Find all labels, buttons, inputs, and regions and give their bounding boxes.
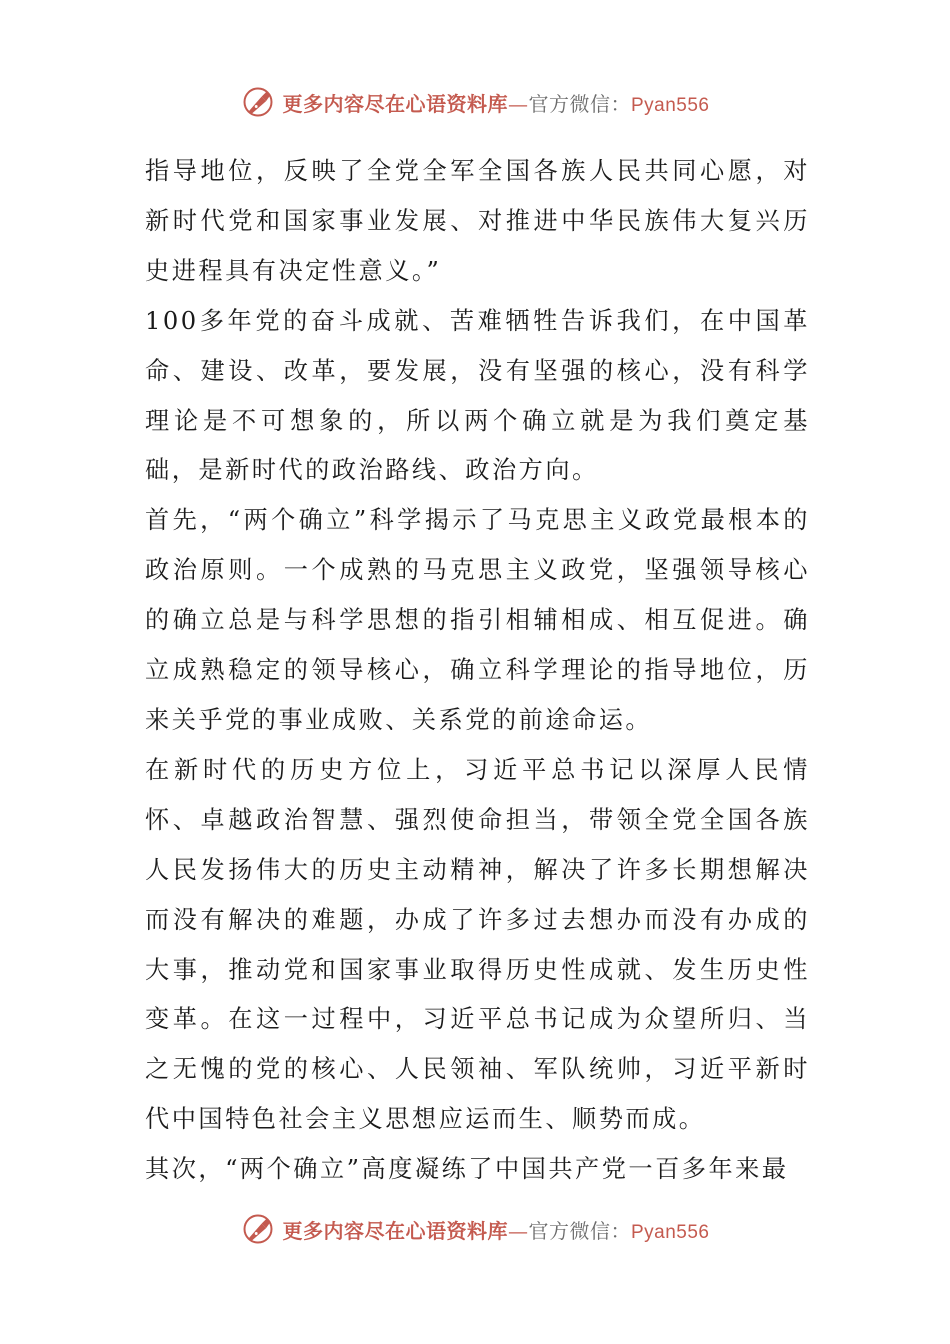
watermark-wechat-id: Pyan556 [630,94,710,116]
paragraph-4: 在新时代的历史方位上，习近平总书记以深厚人民情怀、卓越政治智慧、强烈使命担当，带领全党全国各族人民发扬伟大的历史主动精神，解决了许多长期想解决而没有解决的难题，办成了许多过去想办而没有办成的大事，推动党和国家事业取得历史性成就、发生历史性变革。在这一过程中，习近平总书记成为众望所归、当之无愧的党的核心、人民领袖、军队统帅，习近平新时代中国特色社会主义思想应运而生、顺势而成。 [145,755,810,1134]
pen-nib-logo-icon [240,1211,276,1247]
watermark-brand: 更多内容尽在心语资料库 [282,1218,508,1243]
paragraph-3: 首先，“两个确立”科学揭示了马克思主义政党最根本的政治原则。一个成熟的马克思主义政党，坚强领导核心的确立总是与科学思想的指引相辅相成、相互促进。确立成熟稳定的领导核心，确立科学理论的指导地位，历来关乎党的事业成败、关系党的前途命运。 [145,506,810,734]
paragraph-1: 指导地位，反映了全党全军全国各族人民共同心愿，对新时代党和国家事业发展、对推进中华民族伟大复兴历史进程具有决定性意义。” [145,157,810,285]
paragraph-5: 其次，“两个确立”高度凝练了中国共产党一百多年来最 [145,1155,789,1184]
watermark-label: 官方微信： [528,91,631,116]
document-body [145,147,810,1195]
watermark-brand: 更多内容尽在心语资料库 [282,91,508,116]
watermark-text [282,88,709,117]
watermark-label: 官方微信： [528,1218,631,1243]
watermark-dash: — [507,1218,529,1243]
watermark-dash: — [507,91,529,116]
watermark-wechat-id: Pyan556 [630,1221,710,1243]
footer-watermark [0,1209,950,1249]
watermark-text [282,1215,709,1244]
paragraph-2: 100多年党的奋斗成就、苦难牺牲告诉我们，在中国革命、建设、改革，要发展，没有坚强的核心，没有科学理论是不可想象的，所以两个确立就是为我们奠定基础，是新时代的政治路线、政治方向。 [145,306,810,485]
pen-nib-logo-icon [240,84,276,120]
header-watermark [0,82,950,122]
